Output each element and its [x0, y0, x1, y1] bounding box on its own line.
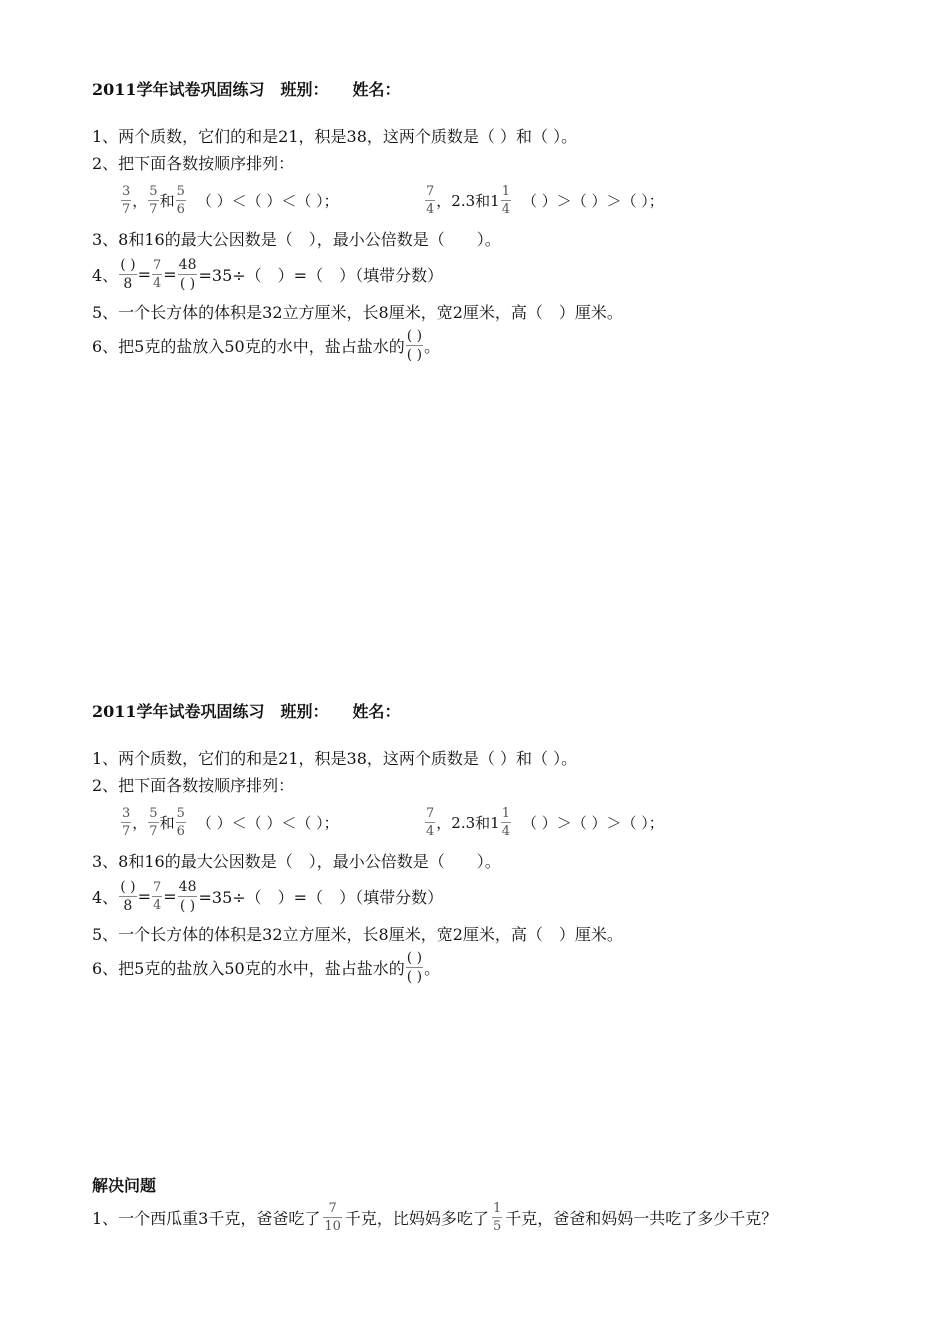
question-4: 4、 $\frac{( )}{8}$ = $\frac{7}{4}$ = $\frac{48}{( )}$ =35÷（ ）=（ ）（填带分数） [92, 878, 444, 914]
fraction: $\frac{1}{4}$ [501, 183, 510, 217]
fraction: $\frac{5}{7}$ [149, 805, 158, 839]
question-5: 5、一个长方体的体积是32立方厘米，长8厘米，宽2厘米，高（ ）厘米。 [92, 924, 623, 944]
problem-1: 1、一个西瓜重3千克，爸爸吃了 $\frac{7}{10}$ 千克，比妈妈多吃了 $\frac{1}{5}$ 千克，爸爸和妈妈一共吃了多少千克？ [92, 1200, 778, 1234]
question-6: 6、把5克的盐放入50克的水中，盐占盐水的 $\frac{( )}{( )}$ 。 [92, 949, 441, 985]
fraction: $\frac{3}{7}$ [122, 805, 131, 839]
fraction: $\frac{7}{4}$ [426, 183, 435, 217]
question-6: 6、把5克的盐放入50克的水中，盐占盐水的 $\frac{( )}{( )}$ 。 [92, 327, 441, 363]
question-2-ordering-a: $\frac{3}{7}$ ， $\frac{5}{7}$ 和 $\frac{5}{6}$ （ ）＜（ ）＜（ ）； [122, 183, 339, 217]
worksheet-title: 2011学年试卷巩固练习 班别： 姓名： [92, 702, 401, 721]
fraction: $\frac{( )}{( )}$ [406, 949, 423, 985]
fraction: $\frac{48}{( )}$ [178, 256, 197, 292]
question-4: 4、 $\frac{( )}{8}$ = $\frac{7}{4}$ = $\frac{48}{( )}$ =35÷（ ）=（ ）（填带分数） [92, 256, 444, 292]
fraction: $\frac{7}{4}$ [152, 879, 162, 913]
worksheet-title: 2011学年试卷巩固练习 班别： 姓名： [92, 80, 401, 99]
question-2-ordering-a: $\frac{3}{7}$ ， $\frac{5}{7}$ 和 $\frac{5}{6}$ （ ）＜（ ）＜（ ）； [122, 805, 339, 839]
question-2-ordering-b: $\frac{7}{4}$ ，2.3和1 $\frac{1}{4}$ （ ）＞（ ）＞（ ）； [426, 805, 664, 839]
fraction: $\frac{( )}{8}$ [120, 256, 136, 292]
fraction: $\frac{5}{7}$ [149, 183, 158, 217]
fraction: $\frac{48}{( )}$ [178, 878, 197, 914]
question-1: 1、两个质数，它们的和是21，积是38，这两个质数是（ ）和（ ）。 [92, 126, 578, 146]
fraction: $\frac{1}{5}$ [492, 1200, 502, 1234]
fraction: $\frac{7}{10}$ [324, 1200, 341, 1234]
question-1: 1、两个质数，它们的和是21，积是38，这两个质数是（ ）和（ ）。 [92, 748, 578, 768]
fraction: $\frac{5}{6}$ [176, 805, 185, 839]
question-2: 2、把下面各数按顺序排列： [92, 775, 295, 795]
question-2: 2、把下面各数按顺序排列： [92, 153, 295, 173]
fraction: $\frac{( )}{( )}$ [406, 327, 423, 363]
section-heading: 解决问题 [92, 1176, 157, 1195]
fraction: $\frac{7}{4}$ [426, 805, 435, 839]
fraction: $\frac{5}{6}$ [176, 183, 185, 217]
question-3: 3、8和16的最大公因数是（ ），最小公倍数是（ ）。 [92, 851, 501, 871]
fraction: $\frac{7}{4}$ [152, 257, 162, 291]
fraction: $\frac{3}{7}$ [122, 183, 131, 217]
question-2-ordering-b: $\frac{7}{4}$ ，2.3和1 $\frac{1}{4}$ （ ）＞（ ）＞（ ）； [426, 183, 664, 217]
question-3: 3、8和16的最大公因数是（ ），最小公倍数是（ ）。 [92, 229, 501, 249]
question-5: 5、一个长方体的体积是32立方厘米，长8厘米，宽2厘米，高（ ）厘米。 [92, 302, 623, 322]
fraction: $\frac{1}{4}$ [501, 805, 510, 839]
fraction: $\frac{( )}{8}$ [120, 878, 136, 914]
